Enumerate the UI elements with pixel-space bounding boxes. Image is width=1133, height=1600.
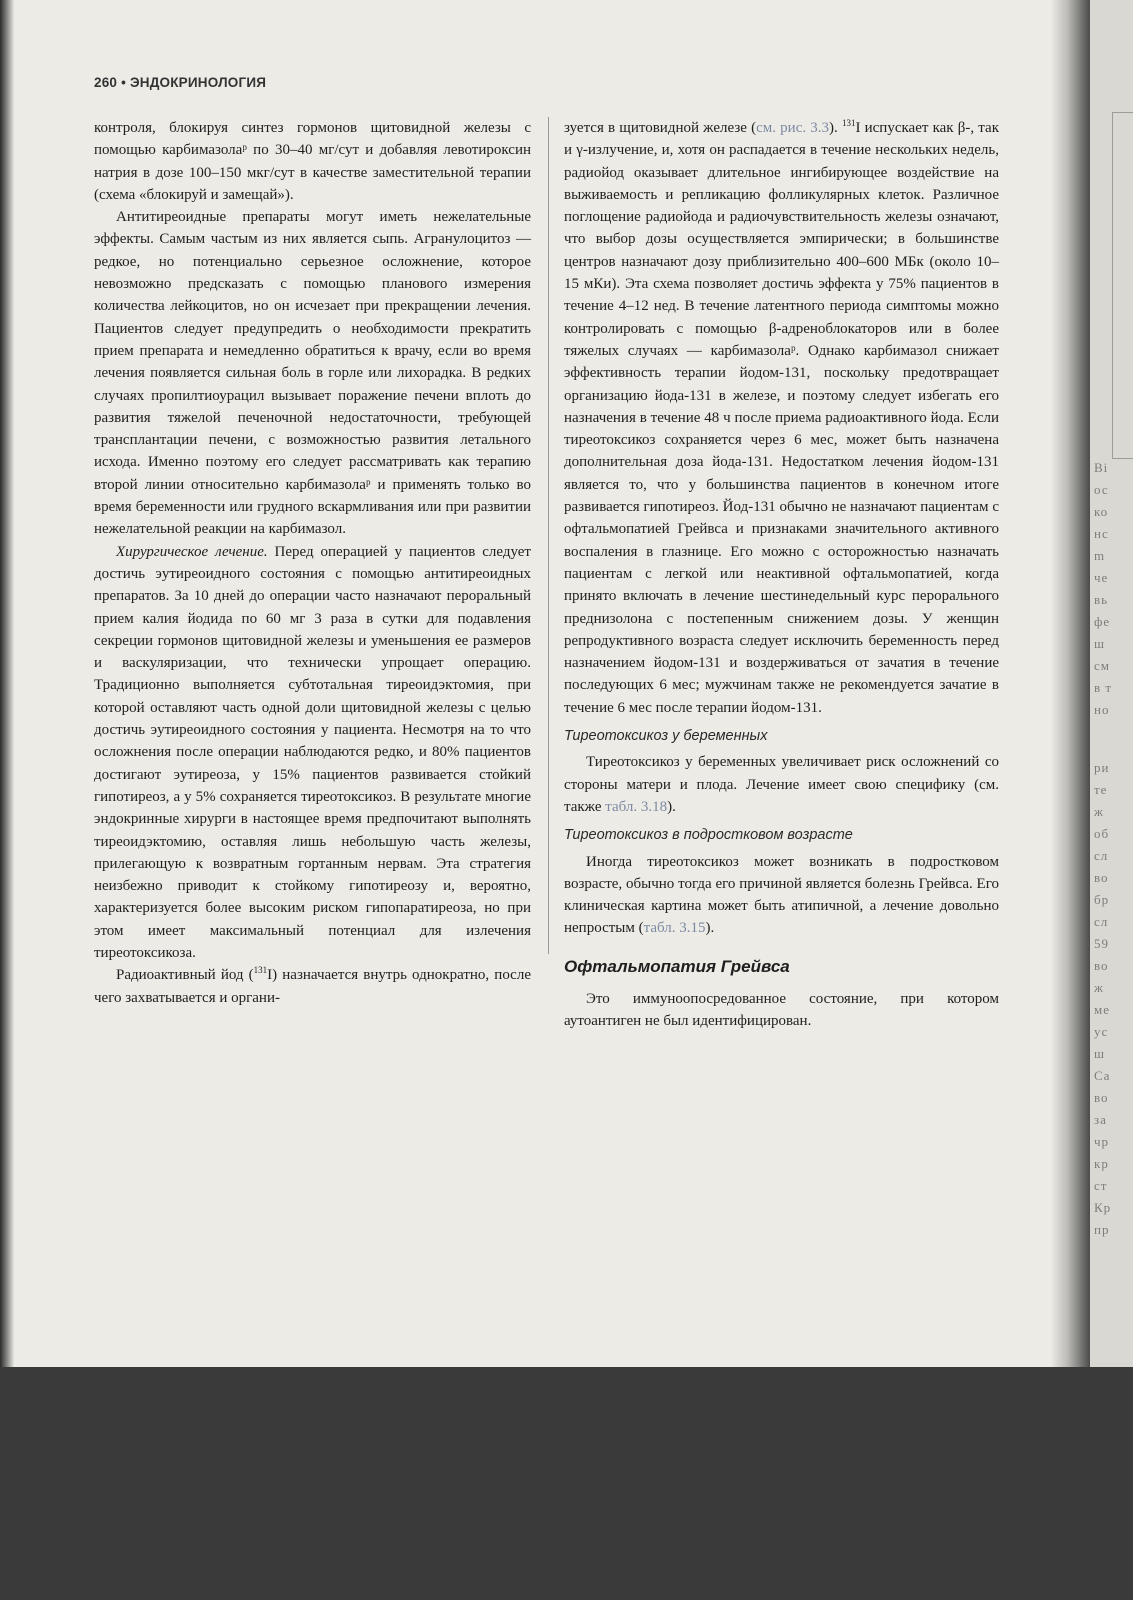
paragraph-radioiodine	[94, 964, 531, 1009]
adjacent-page-fragment: фе	[1094, 614, 1111, 629]
adjacent-page-fragment: в т	[1094, 680, 1113, 695]
subheading: Тиреотоксикоз в подростковом возрасте	[564, 827, 853, 844]
adjacent-page-fragment: ко	[1094, 504, 1109, 519]
adjacent-page-fragment: но	[1094, 702, 1110, 717]
subheading: Тиреотоксикоз у беременных	[564, 728, 768, 745]
adjacent-page-fragment: ж	[1094, 980, 1104, 995]
text-run: ).	[667, 798, 676, 815]
adjacent-page-fragment: кр	[1094, 1156, 1109, 1171]
adjacent-page-fragment: см	[1094, 658, 1110, 673]
adjacent-page-fragment: пр	[1094, 1222, 1110, 1237]
table-reference-link[interactable]: табл. 3.18	[605, 798, 668, 815]
paragraph: Антитиреоидные препараты могут иметь нежелательные эффекты. Самым частым из них является сыпь. Агранулоцитоз — редкое, но потенциально серьезное осложнение, которое невозможно предсказать с помощью планового измерения количества лейкоцитов, но он исчезает при прекращении лечения. Пациентов следует предупредить о необходимости прекратить прием препарата и немедленно обратиться к врачу, если во время лечения появляется сильная боль в горле или лихорадка. В редких случаях пропилтиоурацил вызывает поражение печени вплоть до развития тяжелой печеночной недостаточности, требующей трансплантации печени, с возможностью развития летального исхода. Именно поэтому его следует рассматривать как терапию второй линии относительно карбимазолаᵖ и применять только во время беременности или грудного вскармливания или при развитии нежелательной реакции на карбимазол.	[94, 209, 531, 538]
adjacent-page-fragment: Bi	[1094, 460, 1109, 475]
section-heading: Офтальмопатия Грейвса	[564, 956, 790, 976]
header-section: ЭНДОКРИНОЛОГИЯ	[129, 75, 267, 90]
adjacent-page-fragment: ри	[1094, 760, 1110, 775]
column-divider	[548, 117, 549, 954]
adjacent-page-fragment: ш	[1094, 1046, 1106, 1061]
left-column	[94, 117, 531, 1009]
adjacent-page-fragment: сл	[1094, 848, 1109, 863]
adjacent-page-fragment: во	[1094, 958, 1109, 973]
paragraph: Это иммуноопосредованное состояние, при котором аутоантиген не был идентифицирован.	[564, 990, 999, 1030]
paragraph-lead-in: Хирургическое лечение.	[116, 543, 268, 560]
adjacent-page-fragment: ме	[1094, 1002, 1110, 1017]
text-run: Радиоактивный йод (	[116, 967, 254, 984]
book-gutter-shadow	[1052, 0, 1090, 1367]
adjacent-page-fragment: бр	[1094, 892, 1110, 907]
adjacent-page-fragment: m	[1094, 548, 1106, 563]
adjacent-page-fragment: сл	[1094, 914, 1109, 929]
paragraph-surgery	[94, 541, 531, 965]
adjacent-page-fragment: вь	[1094, 592, 1109, 607]
adjacent-page-box	[1112, 112, 1133, 459]
adjacent-page-fragment: ос	[1094, 482, 1109, 497]
text-run: Тиреотоксикоз у беременных увеличивает риск осложнений со стороны матери и плода. Лечение имеет свою специфику (см. также	[564, 754, 999, 815]
adjacent-page-fragment: чр	[1094, 1134, 1110, 1149]
adjacent-page-fragment: ус	[1094, 1024, 1109, 1039]
header-bullet: •	[121, 75, 127, 90]
text-run: ).	[705, 920, 715, 937]
paragraph	[564, 751, 999, 818]
paragraph: контроля, блокируя синтез гормонов щитовидной железы с помощью карбимазолаᵖ по 30–40 мг/сут и добавляя левотироксин натрия в дозе 100–150 мкг/сут в качестве заместительной терапии (схема «блокируй и замещай»).	[94, 120, 531, 203]
adjacent-page-fragment: об	[1094, 826, 1110, 841]
superscript: 131	[253, 965, 268, 976]
adjacent-page-fragment: 59	[1094, 936, 1109, 951]
text-run: Иногда тиреотоксикоз может возникать в подростковом возрасте, обычно тогда его причиной является болезнь Грейвса. Его клиническая картина может быть атипичной, а лечение довольно непростым (	[564, 853, 999, 937]
adjacent-page-fragment: во	[1094, 870, 1109, 885]
paragraph-text: Перед операцией у пациентов следует достичь эутиреоидного состояния с помощью антитиреоидных препаратов. За 10 дней до операции часто назначают пероральный прием калия йодида по 60 мг 3 раза в сутки для подавления секреции гормонов щитовидной железы и уменьшения ее размеров и васкуляризации, что технически упрощает операцию. Традиционно выполняется субтотальная тиреоидэктомия, при которой оставляют часть одной доли щитовидной железы с целью достичь эутиреоидного состояния у пациента. Несмотря на то что осложнения после операции наблюдаются редко, и 80% пациентов достигают эутиреоза, у 15% пациентов развивается стойкий гипотиреоз, а у 5% сохраняется тиреотоксикоз. В результате многие эндокринные хирурги в настоящее время предпочитают выполнять тиреоидэктомию, оставляя лишь небольшую часть железы, прилегающую к возвратным гортанным нервам. Эта стратегия неизбежно приводит к стойкому гипотиреозу и, вероятно, характеризуется более высоким риском гипопаратиреоза, но при этом имеет максимальный потенциал для излечения тиреотоксикоза.	[94, 543, 531, 961]
adjacent-page-fragment: те	[1094, 782, 1108, 797]
adjacent-page-edge	[1090, 0, 1133, 1367]
adjacent-page-fragment: нс	[1094, 526, 1109, 541]
text-run: I) назначается внутрь однократно, после чего захватывается и органи-	[94, 967, 531, 1006]
right-column	[564, 117, 999, 1033]
figure-reference-link[interactable]: см. рис. 3.3	[756, 120, 830, 136]
superscript: 131	[841, 118, 856, 128]
paragraph	[564, 117, 999, 719]
adjacent-page-fragment: ст	[1094, 1178, 1108, 1193]
text-run: I испускает как β-, так и γ-излучение, и, хотя он распадается в течение нескольких недель, радиойод оказывает длительное ингибирующее воздействие на выживаемость и репликацию фолликулярных клеток. Различное поглощение радиойода и радиочувствительность железы означают, что выбор дозы осуществляется эмпирически; в большинстве центров назначают дозу приблизительно 400–600 МБк (около 10–15 мКи). Эта схема позволяет достичь эффекта у 75% пациентов в течение 4–12 нед. В течение латентного периода симптомы можно контролировать с помощью β-адреноблокаторов или в более тяжелых случаях — карбимазолаᵖ. Однако карбимазол снижает эффективность терапии йодом-131, поскольку предотвращает организацию йода-131 в железе, и поэтому следует избегать его назначения в течение 48 ч после приема радиоактивного йода. Если тиреотоксикоз сохраняется через 6 мес, может быть назначена дополнительная доза йода-131. Недостатком лечения йодом-131 является то, что у большинства пациентов в конечном итоге развивается гипотиреоз. Йод-131 обычно не назначают пациентам с офтальмопатией Грейвса и признаками значительного активного воспаления в глазнице. Его можно с осторожностью назначать пациентам с легкой или неактивной офтальмопатией, когда принято включать в лечение шестинедельный курс перорального преднизолона с постепенным снижением дозы. У женщин репродуктивного возраста следует исключить беременность перед назначением йодом-131 и воздерживаться от зачатия в течение последующих 6 мес; мужчинам также не рекомендуется зачатие в течение 6 мес после терапии йодом-131.	[564, 120, 999, 716]
running-header	[94, 75, 266, 90]
adjacent-page-fragment: за	[1094, 1112, 1107, 1127]
paragraph	[564, 851, 999, 940]
text-run: зуется в щитовидной железе (	[564, 120, 757, 136]
adjacent-page-fragment: Кр	[1094, 1200, 1112, 1215]
adjacent-page-fragment: че	[1094, 570, 1109, 585]
table-reference-link[interactable]: табл. 3.15	[643, 920, 706, 937]
adjacent-page-fragment: ж	[1094, 804, 1104, 819]
book-spine-shadow	[0, 0, 14, 1367]
page-number: 260	[94, 75, 118, 90]
adjacent-page-fragment: Ca	[1094, 1068, 1111, 1083]
text-run: ).	[829, 120, 842, 136]
adjacent-page-fragment: во	[1094, 1090, 1109, 1105]
adjacent-page-fragment: ш	[1094, 636, 1106, 651]
